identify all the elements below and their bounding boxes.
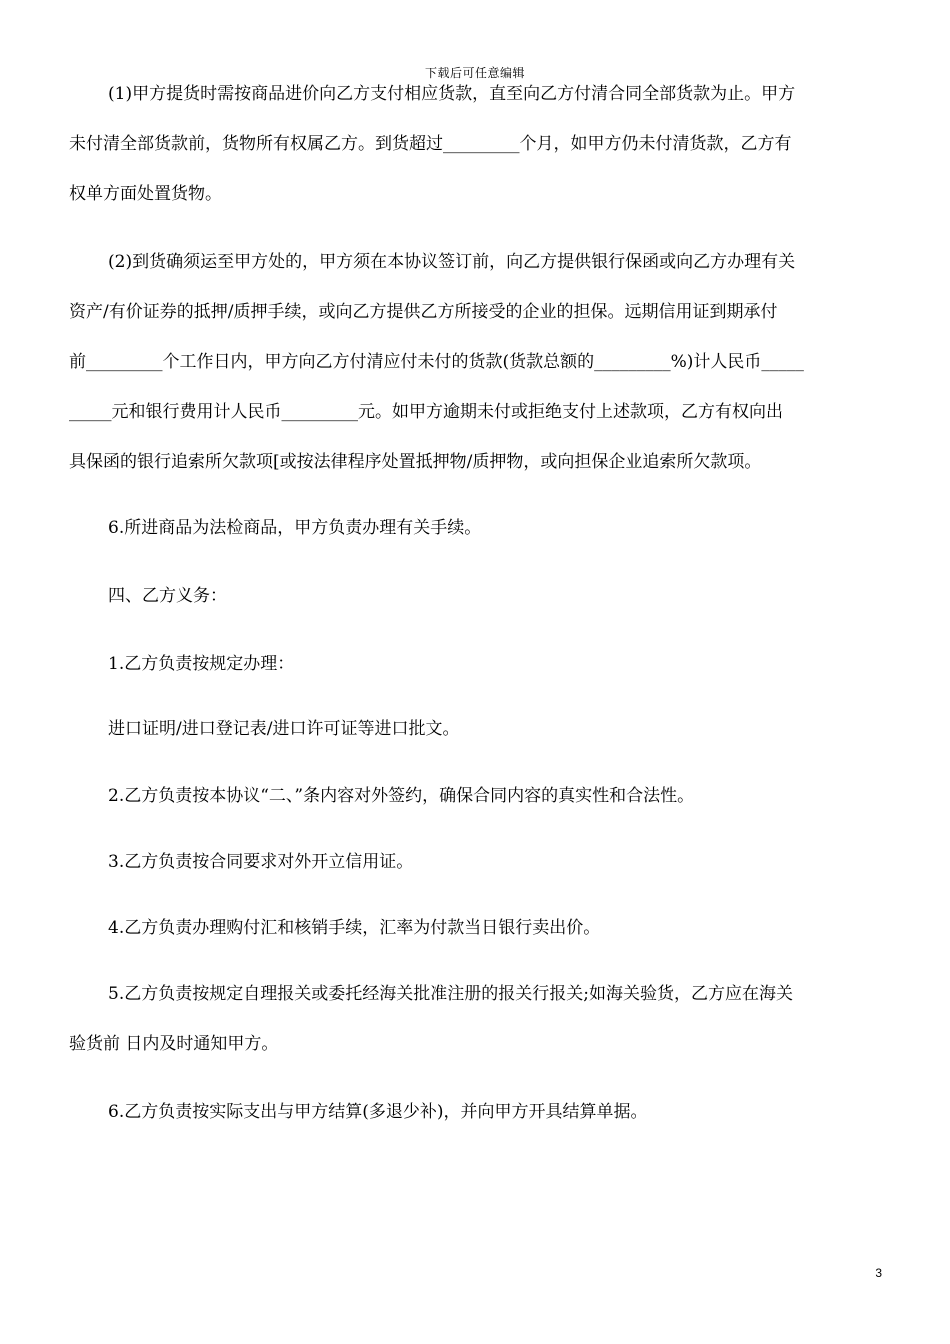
page-number: 3 [875, 1266, 882, 1280]
paragraph-2-line-1: (2)到货确须运至甲方处的，甲方须在本协议签订前，向乙方提供银行保函或向乙方办理有关 [108, 252, 796, 272]
party-b-item-5-line-1: 5.乙方负责按规定自理报关或委托经海关批准注册的报关行报关;如海关验货，乙方应在海关 [108, 984, 793, 1004]
paragraph-2-line-3: 前_________个工作日内，甲方向乙方付清应付未付的货款(货款总额的_________%)计人民币_____ [69, 352, 804, 372]
party-b-item-1-detail: 进口证明/进口登记表/进口许可证等进口批文。 [108, 719, 460, 739]
party-b-item-6: 6.乙方负责按实际支出与甲方结算(多退少补)，并向甲方开具结算单据。 [108, 1102, 648, 1122]
paragraph-1-line-3: 权单方面处置货物。 [69, 184, 222, 204]
paragraph-2-line-5: 具保函的银行追索所欠款项[或按法律程序处置抵押物/质押物，或向担保企业追索所欠款项。 [69, 452, 762, 472]
party-b-item-2: 2.乙方负责按本协议“二、”条内容对外签约，确保合同内容的真实性和合法性。 [108, 786, 695, 806]
header-note: 下载后可任意编辑 [424, 66, 525, 80]
paragraph-2-line-2: 资产/有价证券的抵押/质押手续，或向乙方提供乙方所接受的企业的担保。远期信用证到期承付 [69, 302, 778, 322]
paragraph-2-line-4: _____元和银行费用计人民币_________元。如甲方逾期未付或拒绝支付上述款项，乙方有权向出 [69, 402, 783, 422]
party-b-item-5-line-2: 验货前 日内及时通知甲方。 [69, 1034, 279, 1054]
section-4-title: 四、乙方义务： [108, 586, 227, 606]
party-b-item-1: 1.乙方负责按规定办理： [108, 654, 295, 674]
paragraph-1-line-2: 未付清全部货款前，货物所有权属乙方。到货超过_________个月，如甲方仍未付清货款，乙方有 [69, 134, 792, 154]
party-a-item-6: 6.所进商品为法检商品，甲方负责办理有关手续。 [108, 518, 482, 538]
paragraph-1-line-1: (1)甲方提货时需按商品进价向乙方支付相应货款，直至向乙方付清合同全部货款为止。甲方 [108, 84, 796, 104]
party-b-item-4: 4.乙方负责办理购付汇和核销手续，汇率为付款当日银行卖出价。 [108, 918, 601, 938]
party-b-item-3: 3.乙方负责按合同要求对外开立信用证。 [108, 852, 414, 872]
